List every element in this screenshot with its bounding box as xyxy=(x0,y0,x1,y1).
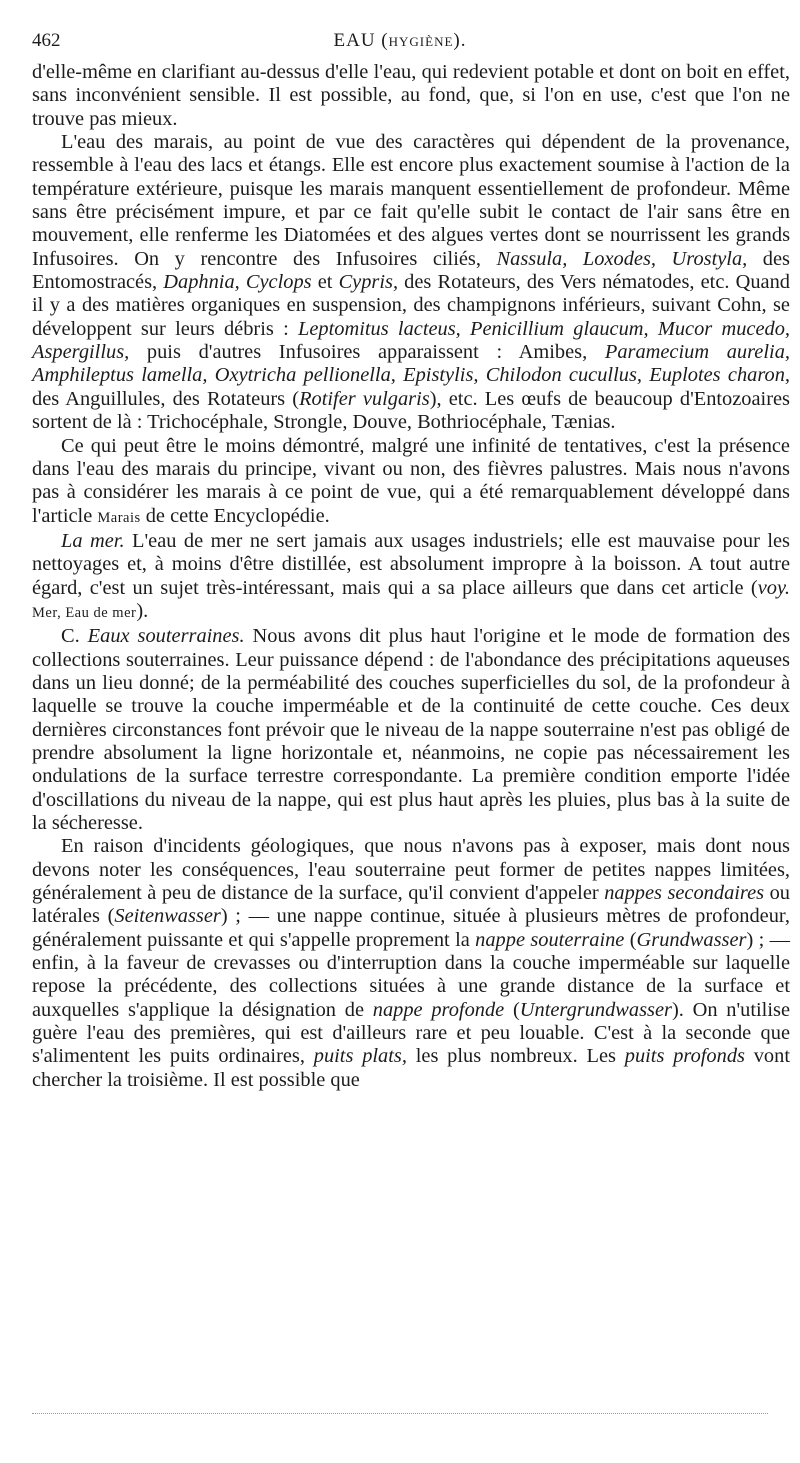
text-run: vont chercher la troisième. Il est possible que xyxy=(32,1045,790,1091)
text-run: ). On n'utilise guère l'eau des premières, qui est d'ailleurs rare et peu louable. C'est à la seconde que s'alimentent les puits ordinaires, xyxy=(32,998,790,1068)
term: nappes secondaires xyxy=(604,882,765,905)
body-text xyxy=(32,61,790,1092)
text-run: des Rotateurs, des Vers nématodes, etc. Quand il y a des matières organiques en suspension, des champignons inférieurs, suivant Cohn, se développent sur leurs débris : xyxy=(32,271,790,340)
footer-dotted-rule xyxy=(32,1413,768,1414)
text-run: L'eau des marais, au point de vue des caractères qui dépendent de la provenance, ressemble à l'eau des lacs et étangs. Elle est encore plus exactement soumise à l'action de la température extérieure, puisque les marais manquent essentiellement de profondeur. Même sans être précisément impure, et par ce fait qu'elle subit le contact de l'air sans être en mouvement, elle renferme les Diatomées et des algues vertes dont se nourrissent les grands Infusoires. On y rencontre des Infusoires ciliés, xyxy=(32,131,790,270)
text-run: En raison d'incidents géologiques, que nous n'avons pas à exposer, mais dont nous devons noter les conséquences, l'eau souterraine peut former de petites nappes limitées, généralement à peu de distance de la surface, qu'il convient d'appeler xyxy=(32,835,790,905)
term: Seitenwasser xyxy=(114,905,221,928)
running-title-end: ). xyxy=(453,30,467,51)
voy-abbreviation: voy. xyxy=(757,576,790,599)
section-heading-eaux-souterraines: Eaux souterraines. xyxy=(87,625,245,648)
running-header xyxy=(32,30,768,56)
text-run: Ce qui peut être le moins démontré, malgré une infinité de tentatives, c'est la présence dans l'eau des marais du principe, vivant ou non, des fièvres palustres. Mais nous n'avons pas à considérer les marais à ce point de vue, qui a été remarquablement développé dans l'article xyxy=(32,434,790,527)
paragraph-nappes xyxy=(32,835,790,1092)
paragraph-eaux-souterraines xyxy=(32,625,790,835)
term: Untergrundwasser xyxy=(519,998,672,1021)
page-number: 462 xyxy=(32,30,61,51)
term: Grundwasser xyxy=(636,928,747,951)
text-run: d'elle-même en clarifiant au-dessus d'elle l'eau, qui redevient potable et dont on boit en effet, sans inconvénient sensible. Il est possible, au fond, que, si l'on en use, c'est que l'on ne trouve pas mieux. xyxy=(32,61,790,130)
section-letter: C. xyxy=(61,625,88,648)
text-run: ). xyxy=(136,599,149,622)
text-run: ) ; — une nappe continue, située à plusieurs mètres de profondeur, généralement puissante et qui s'appelle proprement la xyxy=(32,905,791,951)
cross-reference: Marais xyxy=(97,509,141,526)
paragraph-continuation xyxy=(32,61,790,131)
term: nappe profonde xyxy=(372,998,505,1021)
text-run: et xyxy=(311,271,339,294)
paragraph-la-mer xyxy=(32,530,790,625)
text-run: ( xyxy=(504,998,520,1021)
paragraph-marais xyxy=(32,131,790,434)
species-names: Leptomitus lacteus, Penicillium glaucum, Mucor mucedo, Aspergillus, xyxy=(32,317,790,364)
species-names: Rotifer vulgaris xyxy=(299,387,430,410)
text-run: ) ; — enfin, à la faveur de crevasses ou d'interruption dans la couche imperméable sur laquelle repose la précédente, des collections situées à une grande distance de la surface et auxquelles s'applique la désignation de xyxy=(32,928,790,1021)
term: nappe souterraine xyxy=(475,928,625,951)
running-title-subject: HYGIÈNE xyxy=(388,34,454,49)
text-run: Nous avons dit plus haut l'origine et le mode de formation des collections souterraines. Leur puissance dépend : de l'abondance des précipitations aqueuses dans un lieu donné; de la perméabilité des couches superficielles du sol, de la profondeur à laquelle se trouve la couche imperméable et de la continuité de cette couche. Ces deux dernières circonstances font prévoir que le niveau de la nappe souterraine n'est pas obligé de prendre absolument la ligne horizontale et, néanmoins, ne copie pas nécessairement les ondulations de la surface terrestre correspondante. La première condition emporte l'idée d'oscillations du niveau de la nappe, qui est plus haut après les pluies, plus bas à la suite de la sécheresse. xyxy=(32,625,791,834)
running-title-main: EAU ( xyxy=(333,30,389,51)
section-heading-la-mer: La mer. xyxy=(61,529,125,552)
text-run: les plus nombreux. Les xyxy=(406,1045,625,1068)
text-run: de cette Encyclopédie. xyxy=(140,504,330,527)
species-names: Nassula, Loxodes, Urostyla, xyxy=(496,247,748,270)
running-title xyxy=(32,30,768,52)
text-run: des Entomostracés, xyxy=(32,247,790,294)
species-names: Daphnia, Cyclops xyxy=(163,271,312,294)
text-run: ( xyxy=(624,928,637,951)
paragraph-fievres xyxy=(32,435,790,530)
term: puits plats, xyxy=(313,1045,407,1068)
text-run: ou latérales ( xyxy=(32,882,790,928)
text-run: des Anguillules, des Rotateurs ( xyxy=(32,387,300,410)
cross-reference: Mer, Eau de mer xyxy=(32,604,137,621)
species-names: Cypris, xyxy=(338,271,399,294)
term: puits profonds xyxy=(624,1045,745,1068)
text-run: puis d'autres Infusoires apparaissent : Amibes, xyxy=(129,341,605,364)
species-names: Paramecium aurelia, Amphileptus lamella, Oxytricha pellionella, Epistylis, Chilodon cucullus, Euplotes charon, xyxy=(32,341,790,387)
text-run: L'eau de mer ne sert jamais aux usages industriels; elle est mauvaise pour les nettoyages et, à moins d'être distillée, est absolument impropre à la boisson. A tout autre égard, c'est un sujet très-intéressant, mais qui a sa place ailleurs que dans cet article ( xyxy=(32,529,790,599)
text-run: ), etc. Les œufs de beaucoup d'Entozoaires sortent de là : Trichocéphale, Strongle, Douve, Bothriocéphale, Tænias. xyxy=(32,387,790,434)
